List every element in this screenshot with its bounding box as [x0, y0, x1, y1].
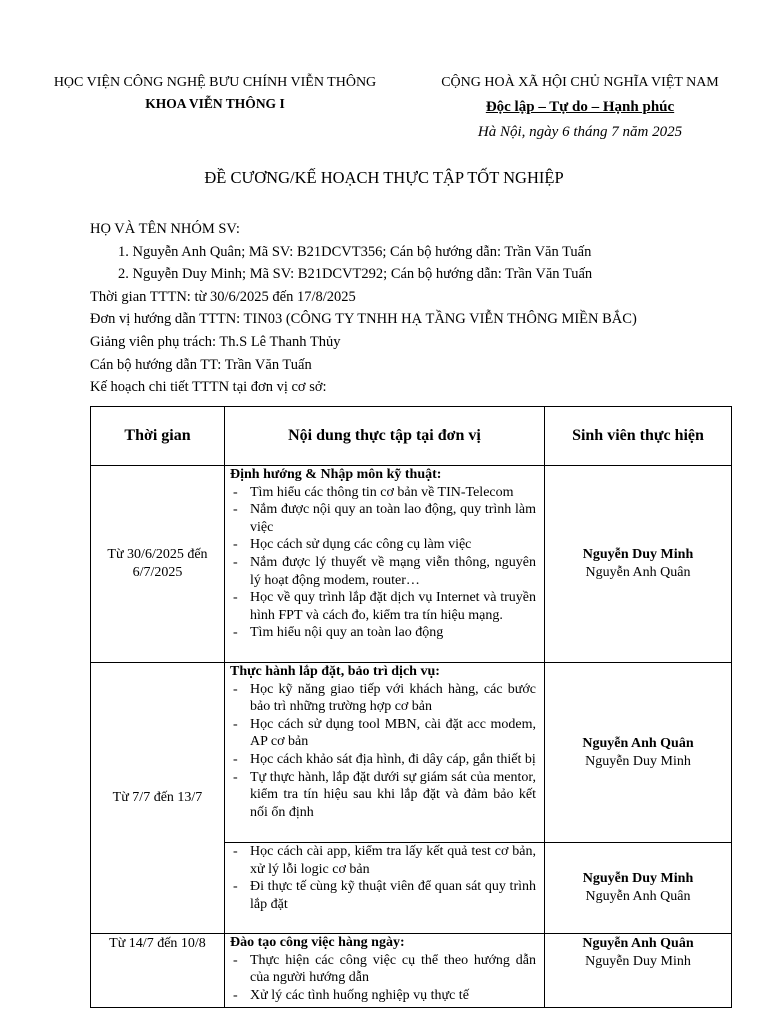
- list-item: - Học cách khảo sát địa hình, đi dây cáp, gắn thiết bị: [230, 751, 536, 769]
- list-item: - Học cách cài app, kiểm tra lấy kết quả test cơ bản, xử lý lỗi logic cơ bản: [230, 843, 536, 878]
- document-title: ĐỀ CƯƠNG/KẾ HOẠCH THỰC TẬP TỐT NGHIỆP: [204, 168, 564, 187]
- student-support: Nguyễn Duy Minh: [585, 953, 691, 969]
- row-content: [225, 843, 545, 934]
- internship-period: Thời gian TTTN: từ 30/6/2025 đến 17/8/2025: [90, 288, 356, 305]
- list-item: - Thực hiện các công việc cụ thể theo hướng dẫn của người hướng dẫn: [230, 952, 536, 987]
- place-date: Hà Nội, ngày 6 tháng 7 năm 2025: [477, 124, 683, 140]
- student-lead: Nguyễn Anh Quân: [582, 735, 694, 751]
- row-time: Từ 14/7 đến 10/8: [91, 934, 225, 1008]
- student-lead: Nguyễn Duy Minh: [582, 547, 694, 563]
- student-lead: Nguyễn Duy Minh: [582, 871, 694, 887]
- list-item: - Học về quy trình lắp đặt dịch vụ Internet và truyền hình FPT và cách đo, kiểm tra tín hiệu mạng.: [230, 589, 536, 624]
- plan-intro: Kế hoạch chi tiết TTTN tại đơn vị cơ sở:: [90, 379, 327, 396]
- section-title: Định hướng & Nhập môn kỹ thuật:: [230, 467, 442, 482]
- table-header-row: [91, 407, 732, 466]
- country-name: CỘNG HOÀ XÃ HỘI CHỦ NGHĨA VIỆT NAM: [441, 75, 719, 90]
- row-time: Từ 30/6/2025 đến 6/7/2025: [91, 466, 225, 663]
- section-title: Thực hành lắp đặt, bảo trì dịch vụ:: [230, 664, 440, 679]
- national-header: [410, 72, 750, 144]
- row-time: Từ 7/7 đến 13/7: [91, 663, 225, 934]
- row-students: [545, 663, 732, 843]
- list-item: - Tự thực hành, lắp đặt dưới sự giám sát của mentor, kiểm tra tín hiệu sau khi lắp đặt và đảm bảo kết nối ổn định: [230, 769, 536, 822]
- faculty-name: KHOA VIỄN THÔNG I: [145, 96, 285, 111]
- group-label: HỌ VÀ TÊN NHÓM SV:: [90, 221, 240, 237]
- header-content: Nội dung thực tập tại đơn vị: [225, 407, 545, 466]
- institution-header: [30, 72, 400, 114]
- table-row: [91, 466, 732, 663]
- list-item: - Học cách sử dụng các công cụ làm việc: [230, 536, 536, 554]
- list-item: - Xử lý các tình huống nghiệp vụ thực tế: [230, 987, 536, 1005]
- student-support: Nguyễn Anh Quân: [585, 565, 691, 580]
- table-row: [91, 663, 732, 843]
- student-info: [90, 218, 750, 399]
- list-item: - Tìm hiểu nội quy an toàn lao động: [230, 624, 536, 642]
- header-students: Sinh viên thực hiện: [545, 407, 732, 466]
- row-students: [545, 843, 732, 934]
- section-title: Đào tạo công việc hàng ngày:: [230, 935, 405, 950]
- student-lead: Nguyễn Anh Quân: [582, 936, 694, 951]
- row-content: [225, 466, 545, 663]
- national-motto: Độc lập – Tự do – Hạnh phúc: [485, 99, 675, 115]
- header-time: Thời gian: [91, 407, 225, 466]
- student-support: Nguyễn Duy Minh: [585, 753, 691, 769]
- supervisor: Cán bộ hướng dẫn TT: Trần Văn Tuấn: [90, 356, 312, 373]
- list-item: - Tìm hiểu các thông tin cơ bản về TIN-Telecom: [230, 484, 536, 502]
- row-students: [545, 934, 732, 1008]
- plan-table: [90, 406, 732, 1008]
- list-item: - Nắm được lý thuyết về mạng viễn thông, nguyên lý hoạt động modem, router…: [230, 554, 536, 589]
- lecturer: Giảng viên phụ trách: Th.S Lê Thanh Thủy: [90, 333, 341, 350]
- list-item: - Học kỹ năng giao tiếp với khách hàng, các bước bảo trì những trường hợp cơ bản: [230, 681, 536, 716]
- student-support: Nguyễn Anh Quân: [585, 889, 691, 904]
- guidance-unit: Đơn vị hướng dẫn TTTN: TIN03 (CÔNG TY TNHH HẠ TẦNG VIỄN THÔNG MIỀN BẮC): [90, 311, 637, 328]
- table-row: [91, 934, 732, 1008]
- row-content: [225, 934, 545, 1008]
- list-item: - Học cách sử dụng tool MBN, cài đặt acc modem, AP cơ bản: [230, 716, 536, 751]
- member-2: 2. Nguyễn Duy Minh; Mã SV: B21DCVT292; Cán bộ hướng dẫn: Trần Văn Tuấn: [118, 266, 593, 283]
- list-item: - Nắm được nội quy an toàn lao động, quy trình làm việc: [230, 501, 536, 536]
- row-students: [545, 466, 732, 663]
- row-content: [225, 663, 545, 843]
- member-1: 1. Nguyễn Anh Quân; Mã SV: B21DCVT356; Cán bộ hướng dẫn: Trần Văn Tuấn: [118, 243, 592, 260]
- institute-name: HỌC VIỆN CÔNG NGHỆ BƯU CHÍNH VIỄN THÔNG: [53, 75, 377, 90]
- list-item: - Đi thực tế cùng kỹ thuật viên để quan sát quy trình lắp đặt: [230, 878, 536, 913]
